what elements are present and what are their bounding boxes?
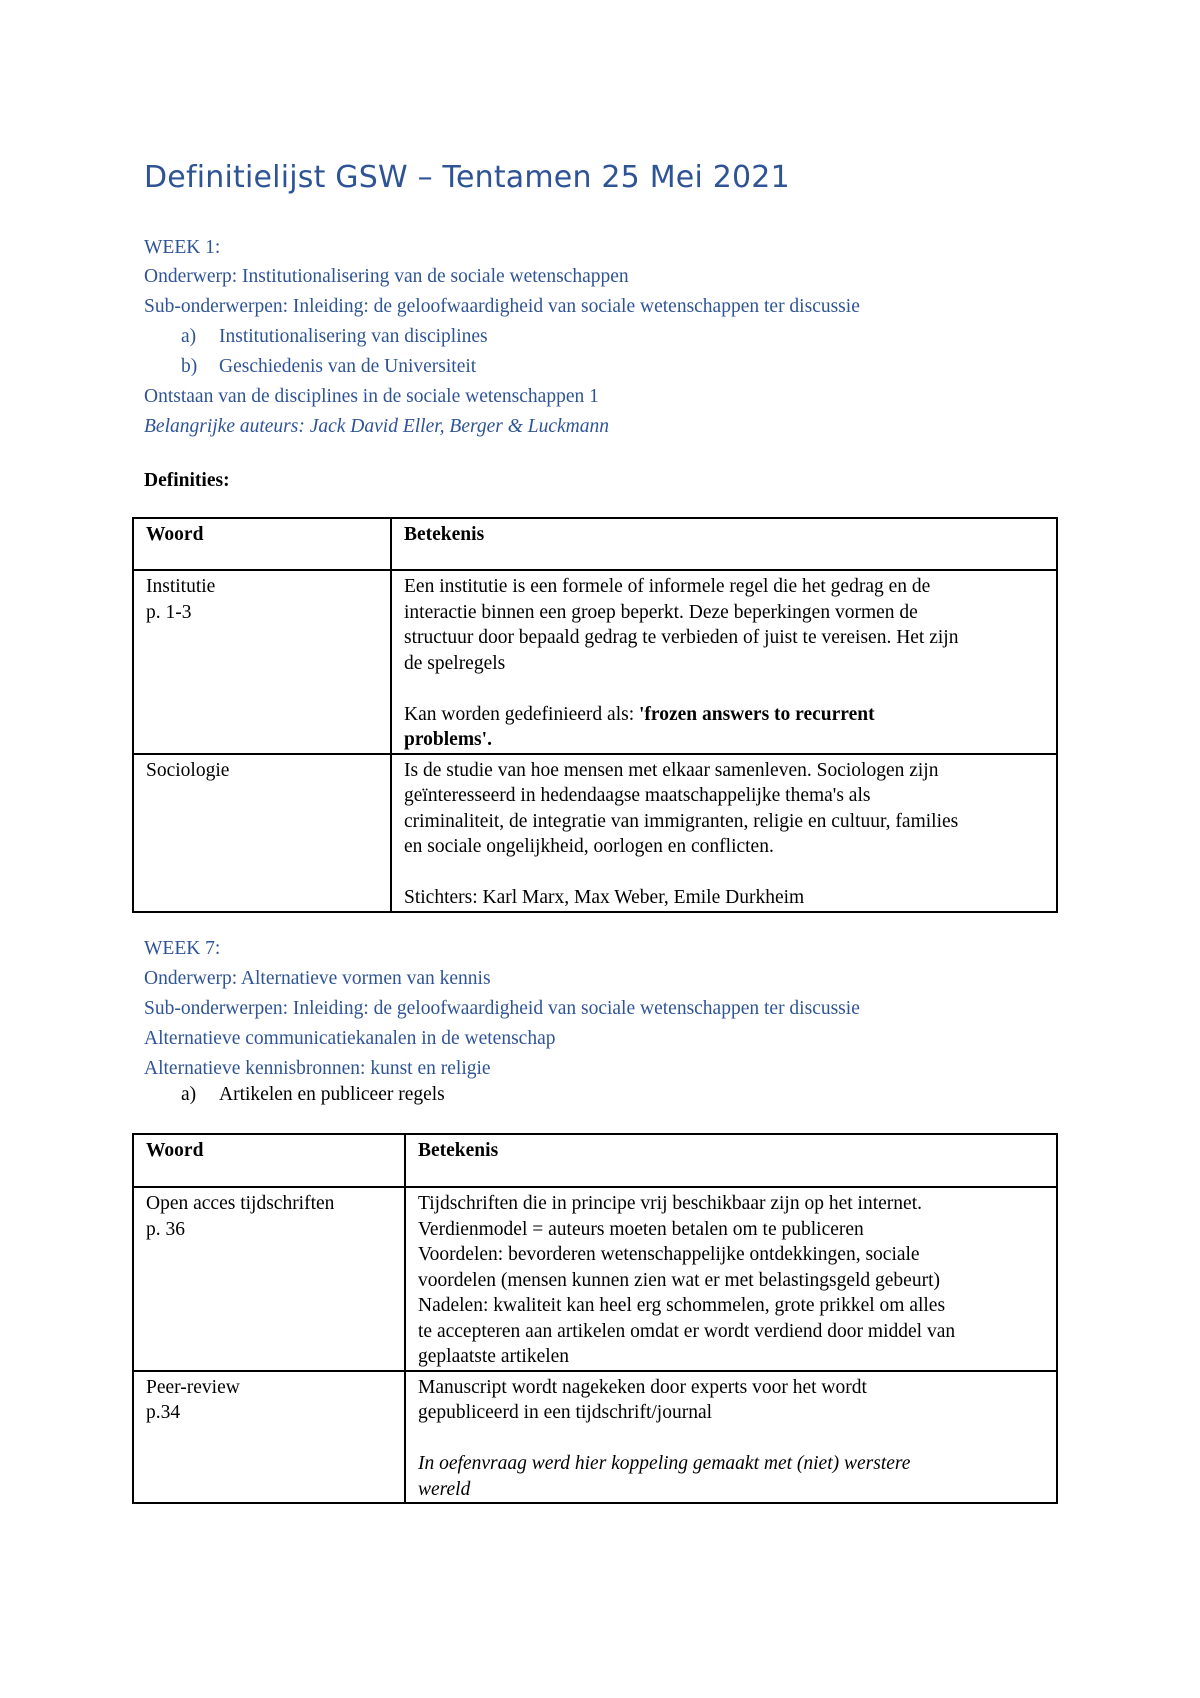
betekenis-line: Tijdschriften die in principe vrij beschikbaar zijn op het internet. [418, 1193, 922, 1214]
week1-ontstaan: Ontstaan van de disciplines in de sociale wetenschappen 1 [144, 386, 599, 407]
woord-cell [133, 1371, 405, 1504]
betekenis-line: geplaatste artikelen [418, 1346, 570, 1367]
column-header-betekenis: Betekenis [391, 518, 1057, 570]
column-header-woord: Woord [133, 1134, 405, 1187]
woord-page: p.34 [146, 1402, 181, 1423]
betekenis-line: interactie binnen een groep beperkt. Deze beperkingen vormen de [404, 601, 918, 623]
woord-page: p. 1-3 [146, 601, 192, 623]
page-title: Definitielijst GSW – Tentamen 25 Mei 2021 [144, 160, 790, 195]
week1-heading: WEEK 1: [144, 237, 221, 258]
betekenis-cell [391, 570, 1057, 754]
column-header-woord: Woord [133, 518, 391, 570]
woord-term: Institutie [146, 576, 216, 597]
woord-cell [133, 1187, 405, 1371]
woord-term: Open acces tijdschriften [146, 1193, 335, 1214]
betekenis-line: Is de studie van hoe mensen met elkaar samenleven. Sociologen zijn [404, 759, 939, 781]
definition-quote: 'frozen answers to recurrent [639, 703, 875, 725]
table-row [133, 1187, 1057, 1371]
list-item-marker: b) [181, 356, 198, 377]
week7-onderwerp: Onderwerp: Alternatieve vormen van kennis [144, 968, 491, 989]
table-header-row [133, 518, 1057, 570]
week1-auteurs: Belangrijke auteurs: Jack David Eller, Berger & Luckmann [144, 416, 609, 437]
definitions-table-week1 [132, 517, 1058, 913]
betekenis-cell [405, 1371, 1057, 1504]
betekenis-line: geïnteresseerd in hedendaagse maatschappelijke thema's als [404, 785, 871, 806]
betekenis-line: voordelen (mensen kunnen zien wat er met belastingsgeld gebeurt) [418, 1269, 940, 1291]
week7-sub-onderwerpen: Sub-onderwerpen: Inleiding: de geloofwaardigheid van sociale wetenschappen ter discussie [144, 998, 860, 1019]
table-row [133, 570, 1057, 754]
week7-bronnen: Alternatieve kennisbronnen: kunst en religie [144, 1058, 491, 1079]
betekenis-line: Stichters: Karl Marx, Max Weber, Emile Durkheim [404, 887, 805, 908]
table-row [133, 1371, 1057, 1504]
list-item: Institutionalisering van disciplines [219, 326, 488, 347]
betekenis-cell [391, 754, 1057, 912]
betekenis-line: Verdienmodel = auteurs moeten betalen om te publiceren [418, 1218, 864, 1240]
list-item-marker: a) [181, 326, 197, 347]
list-item-marker: a) [181, 1084, 197, 1105]
week1-sub-onderwerpen: Sub-onderwerpen: Inleiding: de geloofwaardigheid van sociale wetenschappen ter discussie [144, 296, 860, 317]
betekenis-line: en sociale ongelijkheid, oorlogen en conflicten. [404, 836, 774, 857]
betekenis-line: structuur door bepaald gedrag te verbieden of juist te vereisen. Het zijn [404, 627, 959, 648]
betekenis-line: Voordelen: bevorderen wetenschappelijke ontdekkingen, sociale [418, 1244, 920, 1265]
definities-label: Definities: [144, 470, 230, 491]
betekenis-line: te accepteren aan artikelen omdat er wordt verdiend door middel van [418, 1320, 956, 1342]
woord-term: Peer-review [146, 1376, 240, 1398]
column-header-betekenis: Betekenis [405, 1134, 1057, 1187]
betekenis-note-line: In oefenvraag werd hier koppeling gemaakt met (niet) werstere [418, 1453, 911, 1474]
definition-quote-end: problems'. [404, 729, 492, 750]
betekenis-definition-line [404, 702, 1045, 728]
week7-heading: WEEK 7: [144, 938, 221, 959]
list-item: Geschiedenis van de Universiteit [219, 356, 477, 377]
table-row [133, 754, 1057, 912]
betekenis-cell [405, 1187, 1057, 1371]
week1-onderwerp: Onderwerp: Institutionalisering van de sociale wetenschappen [144, 266, 629, 287]
betekenis-line: gepubliceerd in een tijdschrift/journal [418, 1402, 713, 1423]
woord-cell [133, 754, 391, 912]
woord-term: Sociologie [146, 759, 230, 781]
betekenis-line: Manuscript wordt nagekeken door experts voor het wordt [418, 1376, 867, 1398]
woord-cell [133, 570, 391, 754]
definition-prefix: Kan worden gedefinieerd als: [404, 703, 639, 725]
betekenis-line: Nadelen: kwaliteit kan heel erg schommelen, grote prikkel om alles [418, 1295, 946, 1316]
week7-kanalen: Alternatieve communicatiekanalen in de wetenschap [144, 1028, 556, 1049]
woord-page: p. 36 [146, 1218, 185, 1240]
betekenis-line: criminaliteit, de integratie van immigranten, religie en cultuur, families [404, 810, 959, 832]
definitions-table-week7 [132, 1133, 1058, 1504]
betekenis-line: de spelregels [404, 652, 506, 674]
betekenis-note-line: wereld [418, 1478, 471, 1500]
table-header-row [133, 1134, 1057, 1187]
betekenis-line: Een institutie is een formele of informele regel die het gedrag en de [404, 576, 931, 597]
list-item: Artikelen en publiceer regels [219, 1084, 445, 1105]
